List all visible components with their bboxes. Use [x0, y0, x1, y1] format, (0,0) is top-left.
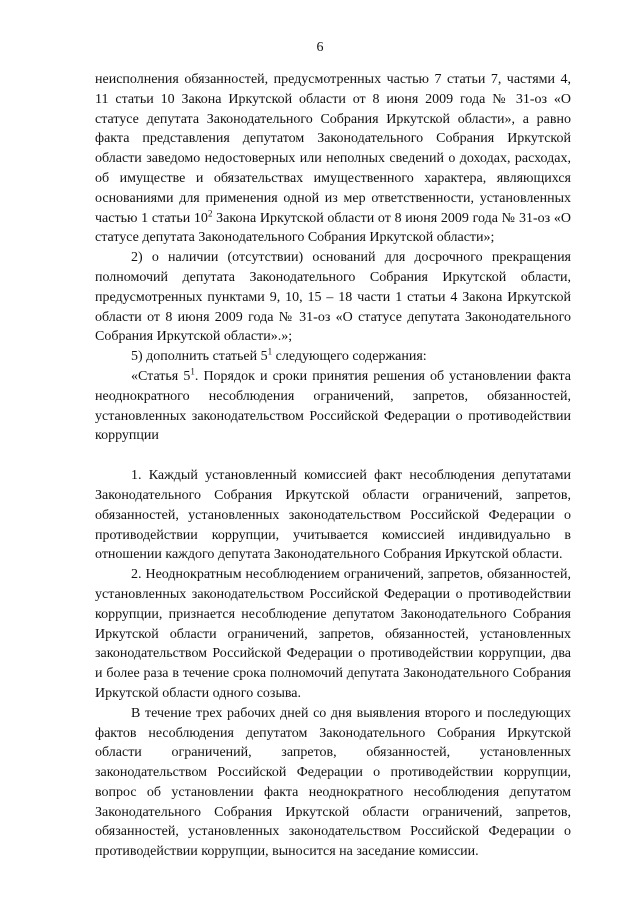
article-title-text: Порядок и сроки принятия решения об установлении факта неоднократного несоблюдения ограничений, запретов, обязанностей, установленных законодательством Российской Федерации о противодействии коррупции [95, 368, 571, 444]
paragraph-2-text: 2) о наличии (отсутствии) оснований для досрочного прекращения полномочий депутата Законодательного Собрания Иркутской области, предусмотренных пунктами 9, 10, 15 – 18 части 1 статьи 4 Закона Иркутской области от 8 июня 2009 года № 31-оз «О статусе депутата Законодательного Собрания Иркутской области».»; [95, 250, 571, 345]
article-label-superscript: 1 [190, 366, 195, 377]
paragraph-1-superscript: 2 [207, 207, 213, 218]
page-number: 6 [316, 40, 324, 55]
spacer [95, 446, 571, 466]
paragraph-1-text: неисполнения обязанностей, предусмотренных частью 7 статьи 7, частями 4, 11 статьи 10 Закона Иркутской области от 8 июня 2009 года № 31-оз «О статусе депутата Законодательного Собрания Иркутской области», а равно факта представления депутатом Законодательного Собрания Иркутской области заведомо недостоверных или неполных сведений о доходах, расходах, об имуществе и обязательствах имущественного характера, являющихся основаниями для применения одной из мер ответственности, установленных частью 1 статьи 10 [95, 72, 571, 226]
clause-2-continuation: В течение трех рабочих дней со дня выявления второго и последующих фактов несоблюдения депутатом Законодательного Собрания Иркутской области ограничений, запретов, обязанностей, установленных законодательством Российской Федерации о противодействии коррупции, вопрос об установлении факта неоднократного несоблюдения депутатом Законодательного Собрания Иркутской области ограничений, запретов, обязанностей, установленных законодательством Российской Федерации о противодействии коррупции, выносится на заседание комиссии. [95, 705, 571, 860]
article-heading [95, 367, 571, 446]
clause-2: 2. Неоднократным несоблюдением ограничений, запретов, обязанностей, установленных законодательством Российской Федерации о противодействии коррупции, признается несоблюдение депутатом Законодательного Собрания Иркутской области ограничений, запретов, обязанностей, установленных законодательством Российской Федерации о противодействии коррупции, два и более раза в течение срока полномочий депутата Законодательного Собрания Иркутской области одного созыва. [95, 567, 571, 701]
paragraph-3 [95, 347, 571, 367]
paragraph-1-text-after: Закона Иркутской области от 8 июня 2009 года № 31-оз «О статусе депутата Законодательного Собрания Иркутской области»; [95, 210, 571, 246]
paragraph-1 [95, 70, 571, 248]
clause-1: 1. Каждый установленный комиссией факт несоблюдения депутатами Законодательного Собрания Иркутской области ограничений, запретов, обязанностей, установленных законодательством Российской Федерации о противодействии коррупции, учитывается комиссией индивидуально в отношении каждого депутата Законодательного Собрания Иркутской области. [95, 468, 571, 563]
paragraph-3-superscript: 1 [267, 346, 273, 357]
paragraph-2 [95, 248, 571, 347]
document-body [95, 70, 571, 862]
article-label-text: «Статья 5 [131, 368, 191, 384]
article-label [95, 367, 571, 446]
article-label-after: . [194, 368, 199, 384]
paragraph-3-text-after: следующего содержания: [272, 349, 427, 365]
paragraph-3-text: 5) дополнить статьей 5 [131, 349, 268, 365]
